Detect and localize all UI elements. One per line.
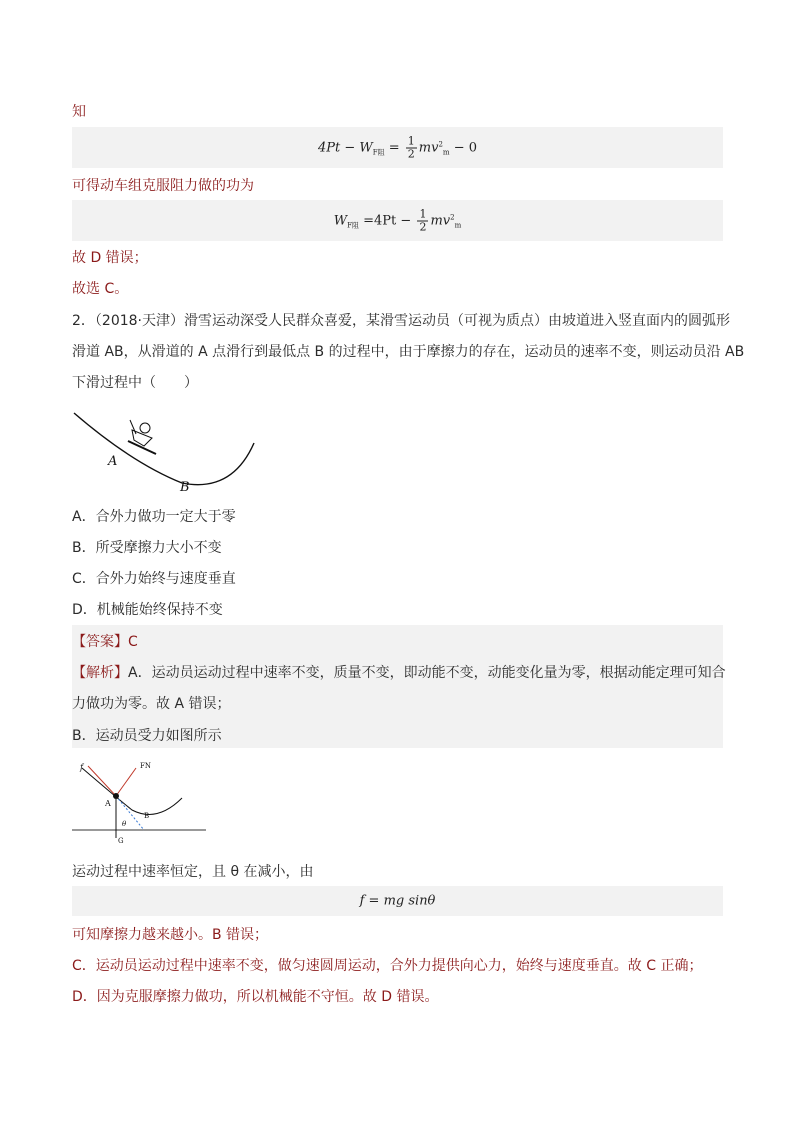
- option-c-analysis: C．运动员运动过程中速率不变，做匀速圆周运动，合外力提供向心力，始终与速度垂直。故 C 正确；: [72, 958, 703, 974]
- question-line-1: 2．（2018·天津）滑雪运动深受人民群众喜爱，某滑雪运动员（可视为质点）由坡道进入竖直面内的圆弧形: [72, 313, 730, 329]
- option-b: B．所受摩擦力大小不变: [72, 540, 222, 556]
- ski-track-figure: [72, 408, 262, 498]
- analysis-line-1: 【解析】A．运动员运动过程中速率不变，质量不变，即动能不变，动能变化量为零，根据动能定理可知合: [72, 665, 726, 681]
- label-fig-b: B: [144, 812, 150, 820]
- option-d-analysis: D．因为克服摩擦力做功，所以机械能不守恒。故 D 错误。: [72, 989, 439, 1005]
- equation-box-2: [72, 200, 723, 241]
- label-fig-a: A: [105, 799, 111, 808]
- friction-conclusion: 可知摩擦力越来越小。B 错误；: [72, 927, 269, 943]
- speed-line: 运动过程中速率恒定，且 θ 在减小，由: [72, 864, 314, 880]
- label-theta: θ: [122, 820, 127, 828]
- arc-track: [74, 413, 254, 485]
- equation-friction: f = mg sinθ: [359, 893, 436, 909]
- question-line-2: 滑道 AB，从滑道的 A 点滑行到最低点 B 的过程中，由于摩擦力的存在，运动员的速率不变，则运动员沿 AB: [72, 344, 745, 360]
- analysis-line-2: 力做功为零。故 A 错误；: [72, 696, 231, 712]
- option-d: D．机械能始终保持不变: [72, 602, 223, 618]
- label-fn: FN: [140, 762, 151, 770]
- equation-resistance-work: $W_{F阻} =4Pt$ − $\frac{1}{2}$ $mv^2_m$: [333, 207, 462, 233]
- label-b: B: [180, 480, 190, 495]
- equation-box-1: [72, 127, 723, 168]
- skier-icon: [128, 420, 156, 454]
- force-diagram: [72, 758, 206, 846]
- text-work-line: 可得动车组克服阻力做的功为: [72, 178, 254, 194]
- label-g: G: [118, 837, 124, 845]
- answer-line: 【答案】C: [72, 634, 138, 650]
- option-a: A．合外力做功一定大于零: [72, 509, 236, 525]
- equation-box-3: [72, 886, 723, 916]
- text-zhi: 知: [72, 104, 86, 120]
- text-choose-c: 故选 C。: [72, 281, 129, 297]
- skier-dot-icon: [113, 793, 119, 799]
- analysis-b-line: B．运动员受力如图所示: [72, 728, 222, 744]
- label-a: A: [108, 454, 118, 469]
- question-line-3: 下滑过程中（ ）: [72, 375, 198, 391]
- text-d-wrong: 故 D 错误；: [72, 250, 148, 266]
- option-c: C．合外力始终与速度垂直: [72, 571, 236, 587]
- equation-work-energy: $4Pt - W_{F阻}$ = $\frac{1}{2}$ $mv^2_m - 0$: [317, 134, 477, 160]
- label-f: f: [80, 763, 83, 772]
